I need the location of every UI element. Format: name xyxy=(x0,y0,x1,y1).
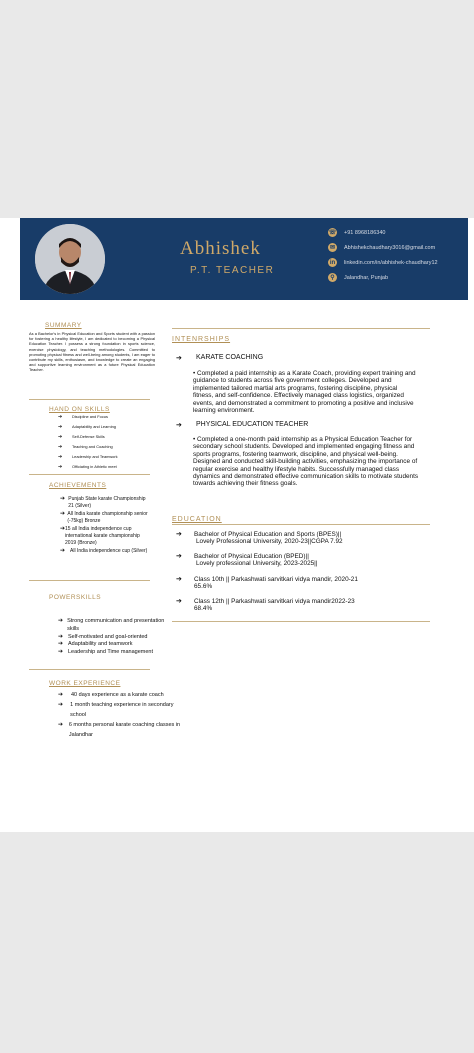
list-item-label: All India karate championship senior (-75kg) Bronze xyxy=(67,511,148,524)
arrow-icon: ➔ xyxy=(58,692,64,698)
email-icon: ✉ xyxy=(329,245,336,251)
achievements-title: ACHIEVEMENTS xyxy=(49,482,107,489)
list-item-label: 6 months personal karate coaching classes in Jalandhar xyxy=(68,722,181,738)
contact-item xyxy=(328,258,438,267)
list-item xyxy=(60,548,152,555)
divider xyxy=(29,669,150,670)
arrow-icon: ➔ xyxy=(58,444,63,450)
list-item-label: Punjab State karate Championship 21 (Silver) xyxy=(68,496,146,509)
list-item xyxy=(58,720,183,740)
list-item-label: Adaptability and Learning xyxy=(72,424,116,429)
arrow-icon: ➔ xyxy=(176,531,182,538)
list-item xyxy=(58,649,168,657)
arrow-icon: ➔ xyxy=(58,464,63,470)
list-item xyxy=(60,526,152,547)
internships-title: INTENRSHIPS xyxy=(172,336,231,343)
list-item xyxy=(58,452,158,462)
arrow-icon: ➔ xyxy=(176,422,182,429)
arrow-icon: ➔ xyxy=(58,702,64,708)
divider xyxy=(29,399,150,400)
education-item xyxy=(176,598,355,613)
list-item xyxy=(58,412,158,422)
divider xyxy=(29,580,150,581)
list-item xyxy=(60,496,152,510)
education-item xyxy=(176,576,358,591)
hand-on-skills-list xyxy=(58,412,158,472)
list-item xyxy=(58,618,168,634)
list-item-label: Teaching and Coaching xyxy=(72,444,113,449)
contact-text[interactable]: linkedin.com/in/abhishek-chaudhary12 xyxy=(344,259,438,266)
list-item-label: Discipline and Focus xyxy=(72,414,108,419)
list-item xyxy=(58,432,158,442)
contact-item xyxy=(328,273,388,282)
list-item xyxy=(58,462,158,472)
contact-text: Jalandhar, Punjab xyxy=(344,274,389,281)
education-detail: 65.6% xyxy=(194,583,213,591)
internship-description: • Completed a one-month paid internship as a Physical Education Teacher for secondary school students. Developed and implemented engaging fitness and sports programs, fostering teamwork, discipline, and physical well-being. Designed and conducted skill-building activities, emphasizing the importance of regular exercise and healthy lifestyle habits. Successfully managed class dynamics and demonstrated effective communication skills to motivate students towards achieving their fitness goals. xyxy=(193,436,419,488)
list-item-label: Adaptability and teamwork xyxy=(68,641,133,648)
education-degree: Class 10th || Parkashwati sarvitkari vidya mandir, 2020-21 xyxy=(194,576,358,583)
internship-description: • Completed a paid internship as a Karate Coach, providing expert training and guidance to students across five government colleges. Developed and implemented tailored martial arts programs, fostering discipline, physical fitness, and self-confidence. Effectively managed class logistics, organized events, and demonstrated a commitment to promoting a positive and inclusive learning environment. xyxy=(193,370,416,415)
summary-text: As a Bachelor's in Physical Education and Sports student with a passion for fostering a healthy lifestyle, I am dedicated to becoming a Physical Education Teacher. I possess a strong foundation in sports science, exercise physiology, and teaching methodologies. Committed to promoting physical fitness and well-being among students, I am eager to contribute my skills, enthusiasm, and knowledge to create an engaging and supportive learning environment as a future Physical Education Teacher. xyxy=(29,331,155,373)
work-experience-list xyxy=(58,690,183,740)
education-degree: Class 12th || Parkashwati sarvitkari vidya mandir2022-23 xyxy=(194,598,355,605)
list-item-label: Leadership and Time management xyxy=(68,649,153,656)
list-item-label: Officiating in Athletic meet xyxy=(72,464,117,469)
arrow-icon: ➔ xyxy=(58,454,63,460)
header-banner xyxy=(20,218,468,300)
powerskills-title: POWERSKILLS xyxy=(49,594,102,601)
work-experience-title: WORK EXPERIENCE xyxy=(49,680,121,687)
list-item-label: Leadership and Teamwork xyxy=(72,454,118,459)
list-item xyxy=(58,690,183,700)
list-item xyxy=(58,422,158,432)
internship-heading: ➔ PHYSICAL EDUCATION TEACHER xyxy=(176,421,309,429)
arrow-icon: ➔ xyxy=(58,649,64,656)
arrow-icon: ➔ xyxy=(176,576,182,583)
person-icon xyxy=(35,224,105,294)
list-item-label: 40 days experience as a karate coach xyxy=(71,692,164,698)
divider xyxy=(172,524,430,525)
divider xyxy=(172,328,430,329)
contact-item xyxy=(328,228,385,237)
summary-title: SUMMARY xyxy=(45,322,82,329)
candidate-name: Abhishek xyxy=(180,238,261,259)
list-item xyxy=(60,511,152,525)
linkedin-icon: in xyxy=(329,259,336,266)
arrow-icon: ➔ xyxy=(60,496,66,502)
education-detail: Lovely Professional University, 2020-23||CGPA 7.92 xyxy=(196,538,343,546)
resume-page xyxy=(0,218,474,832)
arrow-icon: ➔ xyxy=(58,618,64,624)
candidate-role: P.T. TEACHER xyxy=(190,265,275,276)
arrow-icon: ➔ xyxy=(60,548,66,554)
education-item xyxy=(176,531,343,546)
arrow-icon: ➔ xyxy=(58,641,64,648)
contact-item xyxy=(328,243,435,252)
arrow-icon: ➔ xyxy=(176,355,182,362)
contact-text[interactable]: Abhishekchaudhary3016@gmail.com xyxy=(344,244,436,251)
list-item-label: Self-motivated and goal-oriented xyxy=(68,633,148,640)
education-degree: Bachelor of Physical Education (BPED)|| xyxy=(194,553,309,560)
powerskills-list xyxy=(58,618,168,657)
divider xyxy=(29,474,150,475)
education-degree: Bachelor of Physical Education and Sports (BPES)|| xyxy=(194,531,342,538)
education-item xyxy=(176,553,318,568)
list-item-label: All India independence cup (Silver) xyxy=(70,548,148,554)
profile-photo xyxy=(35,224,105,294)
location-icon: ⚲ xyxy=(328,273,337,282)
list-item-label: Strong communication and presentation skills xyxy=(67,618,165,632)
arrow-icon: ➔ xyxy=(58,633,64,640)
arrow-icon: ➔ xyxy=(58,722,64,728)
list-item xyxy=(58,442,158,452)
arrow-icon: ➔ xyxy=(176,598,182,605)
arrow-icon: ➔ xyxy=(176,553,182,560)
divider xyxy=(172,621,430,622)
internship-heading: ➔ KARATE COACHING xyxy=(176,354,264,362)
achievements-list xyxy=(60,496,152,556)
arrow-icon: ➔ xyxy=(58,424,63,430)
arrow-icon: ➔ xyxy=(60,511,66,517)
list-item xyxy=(58,700,183,720)
education-title: EDUCATION xyxy=(172,516,222,523)
education-detail: 68.4% xyxy=(194,605,213,613)
list-item-label: 1 month teaching experience in secondary school xyxy=(70,702,174,718)
arrow-icon: ➔ xyxy=(58,414,63,420)
arrow-icon: ➔ xyxy=(58,434,63,440)
arrow-icon: ➔ xyxy=(60,526,66,532)
education-detail: Lovely professional University, 2023-2025|| xyxy=(196,560,318,568)
hand-on-skills-title: HAND ON SKILLS xyxy=(49,406,110,413)
list-item xyxy=(58,641,168,649)
list-item xyxy=(58,634,168,642)
list-item-label: 15 all India independence cup international karate championship 2019 (Bronze) xyxy=(65,526,140,546)
phone-icon: ☏ xyxy=(328,230,337,236)
list-item-label: Self-Defense Skills xyxy=(72,434,105,439)
contact-text: +91 8968186340 xyxy=(344,229,386,236)
